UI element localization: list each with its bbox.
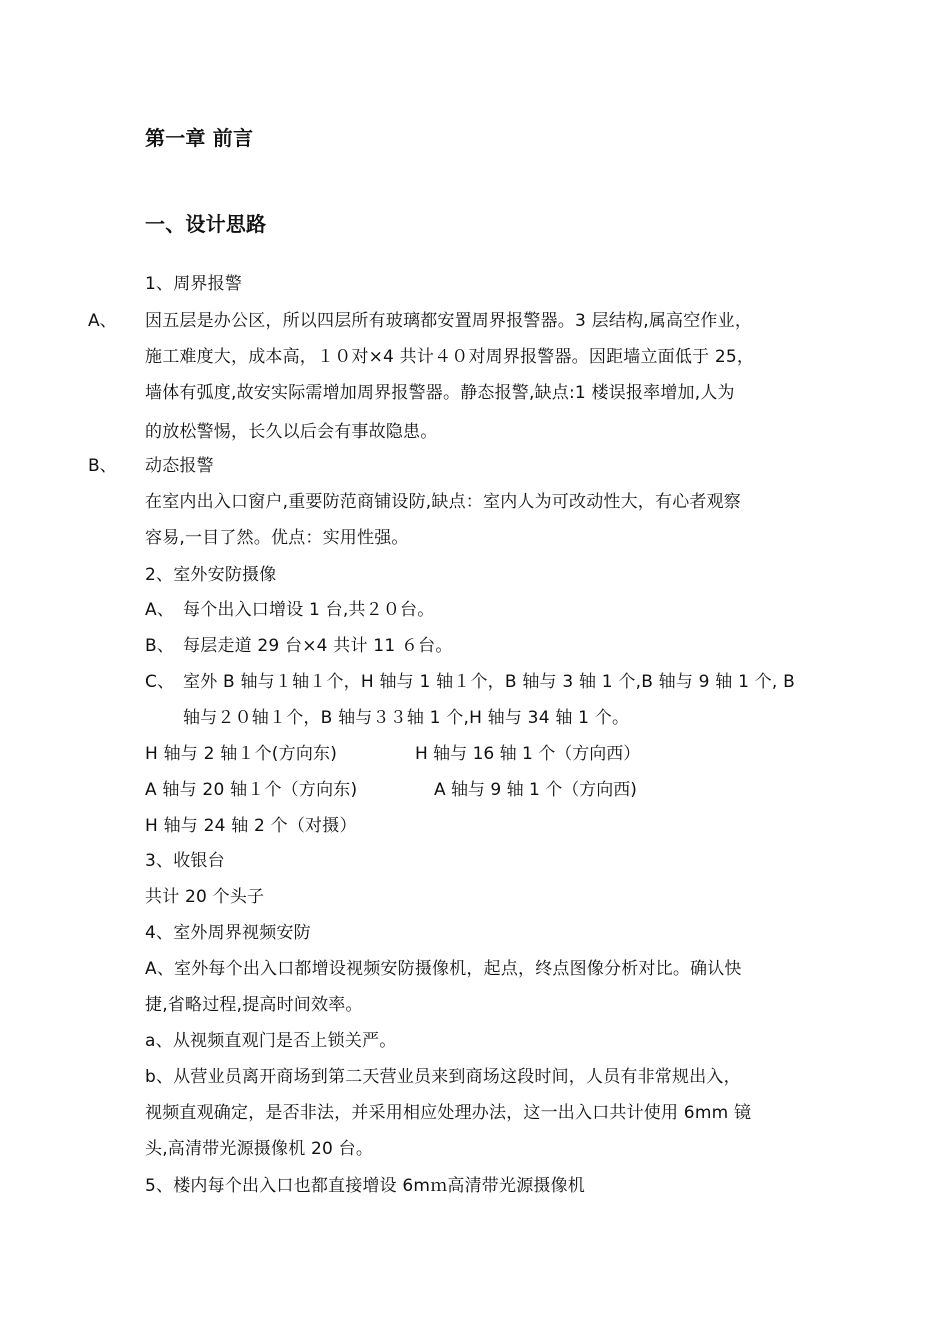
heading-cashier: 3、收银台 [145,851,225,871]
axis-camera-entry: A 轴与 20 轴１个（方向东) [145,780,358,800]
paragraph-line: 头,高清带光源摄像机 20 台。 [145,1139,374,1159]
paragraph-line: 捷,省略过程,提高时间效率。 [145,995,363,1015]
paragraph-line: 墙体有弧度,故安实际需增加周界报警器。静态报警,缺点:1 楼误报率增加,人为 [145,383,735,403]
axis-camera-entry: A 轴与 9 轴 1 个（方向西) [434,780,637,800]
heading-indoor-cameras: 5、楼内每个出入口也都直接增设 6mｍ高清带光源摄像机 [145,1176,585,1196]
list-item-text: 每层走道 29 台×4 共计 11 ６台。 [183,636,453,656]
paragraph-line: 在室内出入口窗户,重要防范商铺设防,缺点：室内人为可改动性大，有心者观察 [145,492,742,512]
section-title: 一、设计思路 [145,212,267,236]
paragraph-line: 共计 20 个头子 [145,887,265,907]
heading-perimeter-alarm: 1、周界报警 [145,274,243,294]
axis-camera-entry: H 轴与 2 轴１个(方向东) [145,744,338,764]
paragraph-line: 因五层是办公区，所以四层所有玻璃都安置周界报警器。3 层结构,属高空作业， [145,311,753,331]
subheading-dynamic-alarm: 动态报警 [145,456,214,476]
list-marker-c: C、 [145,672,175,692]
list-item-text: 轴与２０轴１个，B 轴与３３轴 1 个,H 轴与 34 轴 1 个。 [183,708,630,728]
chapter-title: 第一章 前言 [145,126,254,150]
paragraph-line: 施工难度大，成本高，１０对×4 共计４０对周界报警器。因距墙立面低于 25， [145,347,755,367]
list-marker-a: A、 [145,600,175,620]
heading-outdoor-cameras: 2、室外安防摄像 [145,565,277,585]
list-marker-a: A、 [88,311,117,331]
paragraph-line: a、从视频直观门是否上锁关严。 [145,1031,397,1051]
paragraph-line: A、室外每个出入口都增设视频安防摄像机，起点，终点图像分析对比。确认快 [145,959,742,979]
paragraph-line: 视频直观确定，是否非法，并采用相应处理办法，这一出入口共计使用 6mm 镜 [145,1103,752,1123]
list-marker-b: B、 [88,456,117,476]
axis-camera-entry: H 轴与 16 轴 1 个（方向西） [415,744,641,764]
paragraph-line: 的放松警惕，长久以后会有事故隐患。 [145,422,438,442]
axis-camera-entry: H 轴与 24 轴 2 个（对摄） [145,816,357,836]
list-item-text: 每个出入口增设 1 台,共２０台。 [183,600,435,620]
list-item-text: 室外 B 轴与１轴１个，H 轴与 1 轴１个，B 轴与 3 轴 1 个,B 轴与 9 轴 1 个, B [183,672,795,692]
heading-outdoor-video: 4、室外周界视频安防 [145,923,311,943]
list-marker-b: B、 [145,636,175,656]
paragraph-line: b、从营业员离开商场到第二天营业员来到商场这段时间，人员有非常规出入， [145,1067,741,1087]
paragraph-line: 容易,一目了然。优点：实用性强。 [145,528,409,548]
